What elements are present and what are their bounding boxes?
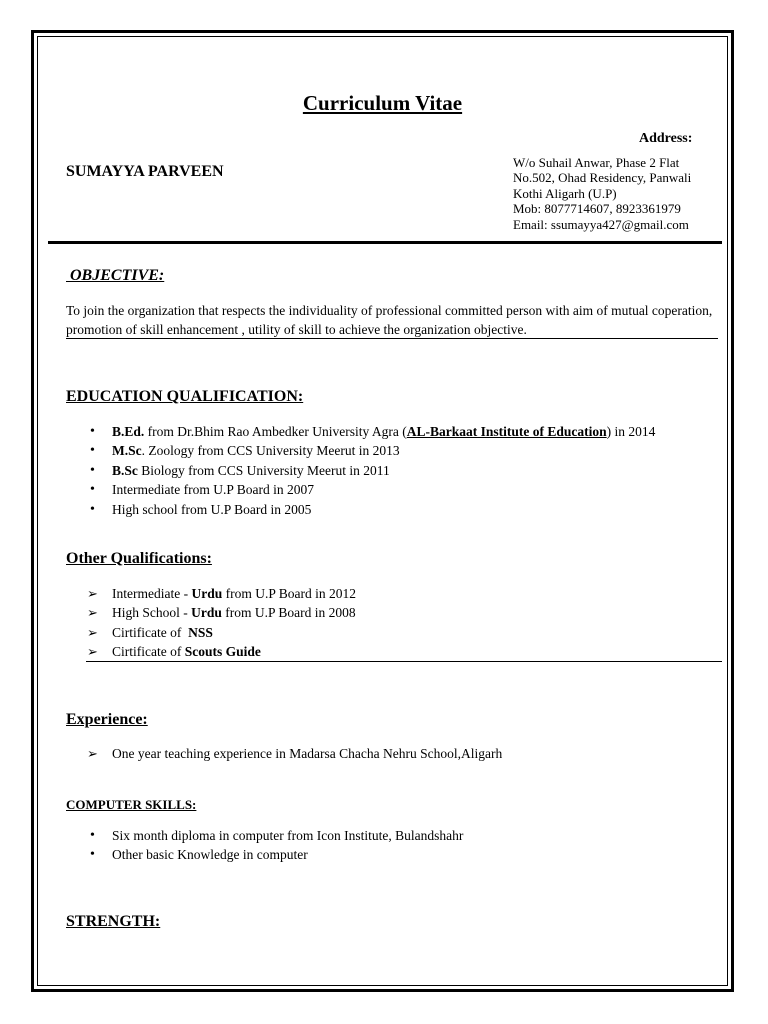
experience-list <box>66 744 706 763</box>
document-title: Curriculum Vitae <box>302 91 463 115</box>
education-list <box>66 422 706 519</box>
item-text: from U.P Board in 2012 <box>222 586 356 601</box>
candidate-name: SUMAYYA PARVEEN <box>66 163 224 180</box>
item-text: High School - <box>112 605 192 621</box>
degree-name: B.Sc <box>112 462 138 478</box>
item-subject: Urdu <box>191 605 222 621</box>
strength-heading: STRENGTH: <box>66 913 161 930</box>
degree-tail: ) in 2014 <box>606 424 656 439</box>
address-label: Address: <box>639 131 693 146</box>
degree-detail: Intermediate from U.P Board in 2007 <box>112 482 314 498</box>
experience-heading: Experience: <box>66 711 148 728</box>
degree-name: B.Ed. <box>112 424 145 439</box>
list-item: ➢ One year teaching experience in Madarsa Chacha Nehru School,Aligarh <box>66 744 706 763</box>
item-subject: NSS <box>188 624 213 640</box>
list-item <box>66 642 706 661</box>
other-qualifications-heading: Other Qualifications: <box>66 550 212 567</box>
address-line: No.502, Ohad Residency, Panwali <box>513 170 692 186</box>
qualifications-divider <box>86 661 722 662</box>
degree-detail: . Zoology from CCS University Meerut in 2013 <box>141 443 400 459</box>
header-divider <box>48 241 722 244</box>
objective-divider <box>66 338 718 339</box>
item-text: from U.P Board in 2008 <box>221 605 356 621</box>
item-subject: Scouts Guide <box>184 644 261 660</box>
list-item: • Other basic Knowledge in computer <box>66 845 706 864</box>
list-item <box>66 422 706 441</box>
list-item <box>66 461 706 480</box>
objective-heading: OBJECTIVE: <box>66 267 165 284</box>
list-item <box>66 441 706 460</box>
list-item <box>66 603 706 622</box>
item-subject: Urdu <box>191 586 223 601</box>
address-line: Mob: 8077714607, 8923361979 <box>513 201 681 217</box>
item-text: Intermediate - <box>112 586 192 601</box>
list-item <box>66 480 706 499</box>
list-item <box>66 500 706 519</box>
other-qualifications-list <box>66 584 706 662</box>
list-item <box>66 623 706 642</box>
objective-text: To join the organization that respects the individuality of professional committed person with aim of mutual coperation, promotion of skill enhancement , utility of skill to achieve the organization objective. <box>66 303 713 337</box>
computer-skills-heading: COMPUTER SKILLS: <box>66 797 197 812</box>
degree-detail: Biology from CCS University Meerut in 2011 <box>137 462 390 478</box>
list-item <box>66 584 706 603</box>
resume-page <box>31 30 734 992</box>
address-line: Kothi Aligarh (U.P) <box>513 185 617 201</box>
degree-detail: from Dr.Bhim Rao Ambedker University Agra ( <box>144 424 407 439</box>
degree-name: M.Sc <box>112 443 142 459</box>
address-line: Email: ssumayya427@gmail.com <box>513 216 689 232</box>
list-item: • Six month diploma in computer from Icon Institute, Bulandshahr <box>66 826 706 845</box>
address-line: W/o Suhail Anwar, Phase 2 Flat <box>513 155 680 170</box>
computer-skills-list <box>66 826 706 865</box>
education-heading: EDUCATION QUALIFICATION: <box>66 388 304 405</box>
degree-detail: High school from U.P Board in 2005 <box>112 501 312 517</box>
institute-name: AL-Barkaat Institute of Education <box>406 424 607 439</box>
address-block <box>513 155 728 232</box>
item-text: Cirtificate of <box>112 644 185 660</box>
item-text: Cirtificate of <box>112 624 189 640</box>
